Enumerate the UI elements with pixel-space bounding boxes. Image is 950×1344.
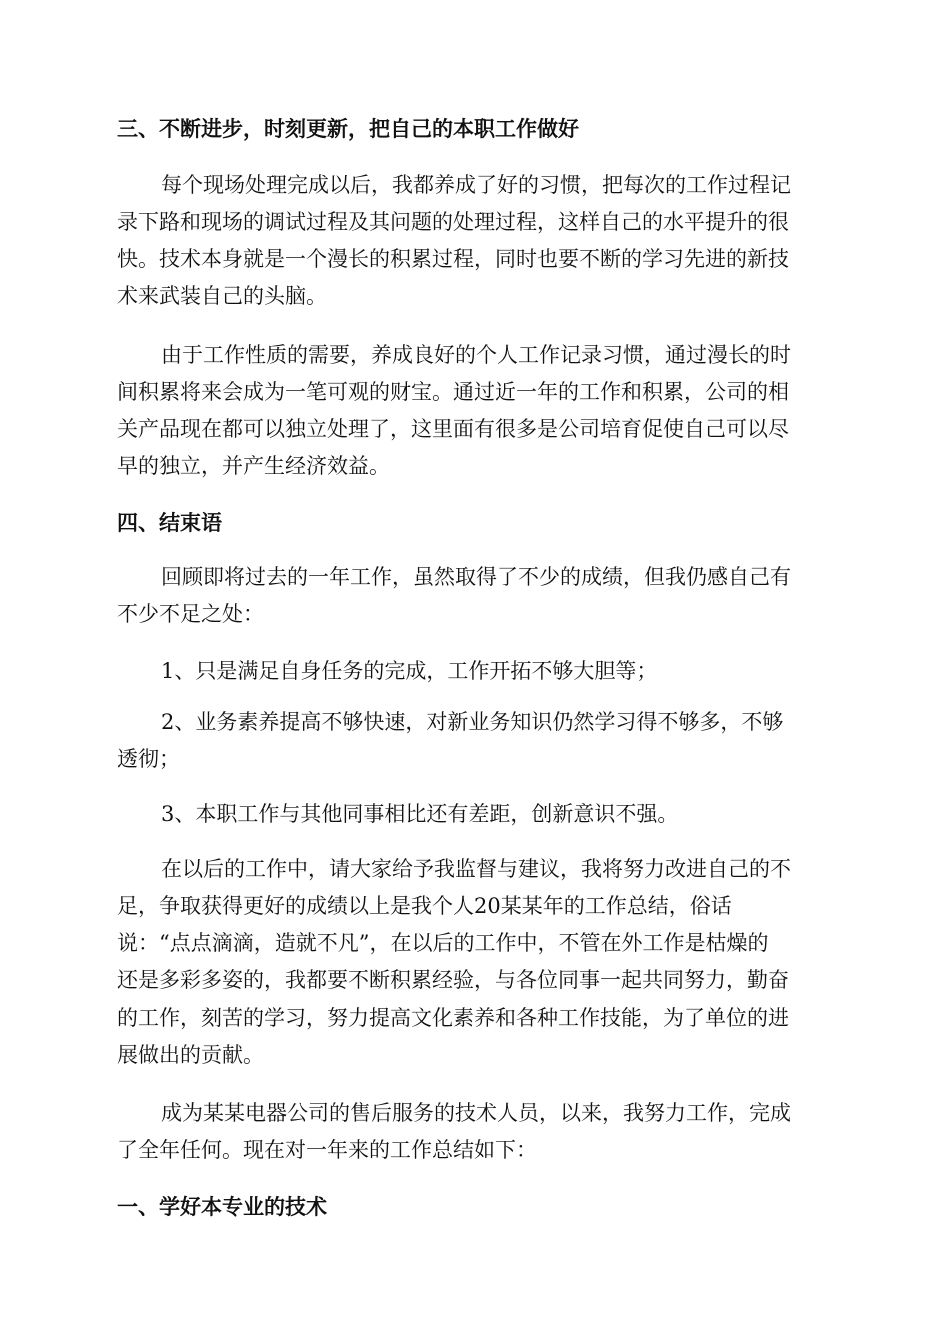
paragraph-line: 成为某某电器公司的售后服务的技术人员，以来，我努力工作，完成 — [161, 1101, 791, 1125]
paragraph-line: 展做出的贡献。 — [117, 1043, 264, 1067]
paragraph-line: 说：“点点滴滴，造就不凡”，在以后的工作中，不管在外工作是枯燥的 — [117, 931, 769, 955]
list-item-2: 2、业务素养提高不够快速，对新业务知识仍然学习得不够多，不够 — [161, 710, 784, 734]
section-heading-1: 一、学好本专业的技术 — [117, 1195, 327, 1219]
paragraph-line: 录下路和现场的调试过程及其问题的处理过程，这样自己的水平提升的很 — [117, 210, 789, 234]
paragraph-line: 每个现场处理完成以后，我都养成了好的习惯，把每次的工作过程记 — [161, 173, 791, 197]
paragraph-line: 还是多彩多姿的，我都要不断积累经验，与各位同事一起共同努力，勤奋 — [117, 968, 789, 992]
paragraph-line: 了全年任何。现在对一年来的工作总结如下： — [117, 1138, 537, 1162]
section-heading-4: 四、结束语 — [117, 511, 222, 535]
paragraph-line: 术来武装自己的头脑。 — [117, 284, 327, 308]
paragraph-line: 不少不足之处： — [117, 602, 264, 626]
section-heading-3: 三、不断进步，时刻更新，把自己的本职工作做好 — [117, 117, 579, 141]
paragraph-line: 的工作，刻苦的学习，努力提高文化素养和各种工作技能，为了单位的进 — [117, 1006, 789, 1030]
paragraph-line: 由于工作性质的需要，养成良好的个人工作记录习惯，通过漫长的时 — [161, 343, 791, 367]
list-item-3: 3、本职工作与其他同事相比还有差距，创新意识不强。 — [161, 802, 679, 826]
paragraph-line: 关产品现在都可以独立处理了，这里面有很多是公司培育促使自己可以尽 — [117, 417, 789, 441]
paragraph-line: 在以后的工作中，请大家给予我监督与建议，我将努力改进自己的不 — [161, 857, 791, 881]
paragraph-line: 足，争取获得更好的成绩以上是我个人20某某年的工作总结，俗话 — [117, 894, 732, 918]
paragraph-line: 回顾即将过去的一年工作，虽然取得了不少的成绩，但我仍感自己有 — [161, 565, 791, 589]
paragraph-line: 间积累将来会成为一笔可观的财宝。通过近一年的工作和积累，公司的相 — [117, 380, 789, 404]
paragraph-line: 早的独立，并产生经济效益。 — [117, 454, 390, 478]
list-item-2-cont: 透彻； — [117, 747, 180, 771]
paragraph-line: 快。技术本身就是一个漫长的积累过程，同时也要不断的学习先进的新技 — [117, 247, 789, 271]
list-item-1: 1、只是满足自身任务的完成，工作开拓不够大胆等； — [161, 659, 658, 683]
